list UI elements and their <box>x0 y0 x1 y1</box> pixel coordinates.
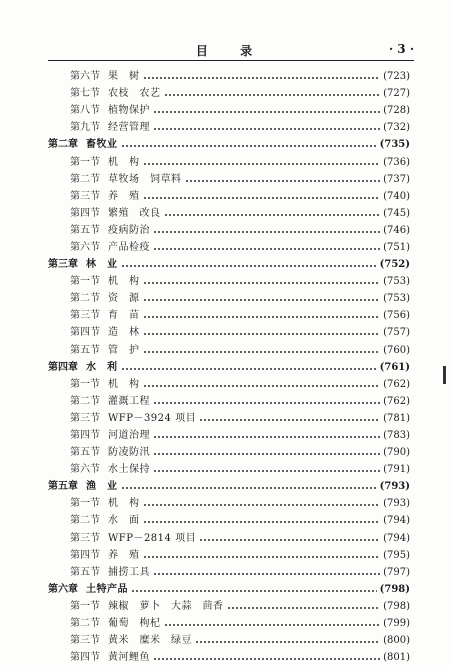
toc-entry-number: 第九节 <box>70 122 100 134</box>
toc-entry-page: (783) <box>383 430 410 442</box>
toc-entry-page: (753) <box>383 276 410 288</box>
toc-entry-title: 养 殖 <box>108 190 140 202</box>
toc-entry-title: 防凌防汛 <box>108 447 150 459</box>
toc-entry-number: 第三节 <box>70 532 100 544</box>
toc-entry-page: (798) <box>379 583 410 595</box>
toc-entry-number: 第六章 <box>48 583 78 595</box>
toc-entry-number: 第五节 <box>70 566 100 578</box>
toc-section-row <box>48 461 410 478</box>
toc-section-row <box>48 512 410 529</box>
toc-entry-title: 土特产品 <box>86 583 128 595</box>
toc-section-row <box>48 564 410 581</box>
toc-entry-page: (761) <box>379 361 410 373</box>
toc-entry-title: 养 殖 <box>108 549 140 561</box>
toc-leader-dots <box>143 196 381 200</box>
toc-chapter-row <box>48 581 410 598</box>
toc-entry-page: (728) <box>383 105 410 117</box>
toc-entry-title: 捕捞工具 <box>108 566 150 578</box>
toc-leader-dots <box>143 520 381 524</box>
header-rule <box>48 60 414 61</box>
toc-entry-title: 造 林 <box>108 327 140 339</box>
toc-entry-number: 第六节 <box>70 71 100 83</box>
toc-entry-page: (793) <box>383 498 410 510</box>
toc-entry-title: 植物保护 <box>108 105 150 117</box>
toc-leader-dots <box>143 298 381 302</box>
toc-section-row <box>48 290 410 307</box>
toc-entry-number: 第五节 <box>70 447 100 459</box>
toc-section-row <box>48 68 410 85</box>
toc-entry-number: 第五节 <box>70 224 100 236</box>
toc-entry-number: 第二节 <box>70 173 100 185</box>
toc-entry-number: 第四节 <box>70 207 100 219</box>
toc-entry-number: 第一节 <box>70 276 100 288</box>
toc-entry-title: 繁殖 改良 <box>108 207 161 219</box>
toc-section-row <box>48 393 410 410</box>
toc-entry-title: 管 护 <box>108 344 140 356</box>
toc-leader-dots <box>199 538 380 542</box>
toc-leader-dots <box>153 247 380 251</box>
toc-entry-number: 第六节 <box>70 241 100 253</box>
page-number: · 3 · <box>388 42 414 56</box>
toc-chapter-row <box>48 136 410 153</box>
toc-entry-page: (762) <box>383 395 410 407</box>
toc-section-row <box>48 188 410 205</box>
toc-entry-title: 育 苗 <box>108 310 140 322</box>
toc-leader-dots <box>153 657 380 661</box>
toc-entry-number: 第六节 <box>70 464 100 476</box>
toc-entry-number: 第二节 <box>70 395 100 407</box>
toc-entry-number: 第四节 <box>70 652 100 664</box>
toc-leader-dots <box>121 264 377 268</box>
toc-leader-dots <box>199 418 380 422</box>
toc-entry-number: 第一节 <box>70 378 100 390</box>
toc-entry-page: (736) <box>383 156 410 168</box>
toc-section-row <box>48 273 410 290</box>
toc-entry-title: 机 构 <box>108 498 140 510</box>
toc-entry-title: 果 树 <box>108 71 140 83</box>
toc-section-row <box>48 222 410 239</box>
toc-leader-dots <box>164 213 381 217</box>
scan-edge-mark <box>443 366 446 384</box>
toc-entry-page: (781) <box>383 412 410 424</box>
toc-leader-dots <box>143 332 381 336</box>
toc-entry-title: 经营管理 <box>108 122 150 134</box>
toc-entry-page: (801) <box>383 652 410 664</box>
toc-section-row <box>48 119 410 136</box>
toc-leader-dots <box>143 162 381 166</box>
toc-entry-page: (745) <box>383 207 410 219</box>
toc-entry-page: (760) <box>383 344 410 356</box>
toc-entry-number: 第三章 <box>48 259 78 271</box>
toc-leader-dots <box>227 606 381 610</box>
toc-entry-title: 机 构 <box>108 378 140 390</box>
toc-leader-dots <box>143 76 381 80</box>
toc-section-row <box>48 530 410 547</box>
toc-entry-page: (791) <box>383 464 410 476</box>
toc-leader-dots <box>121 486 377 490</box>
toc-leader-dots <box>153 435 380 439</box>
toc-entry-title: 辣椒 萝卜 大蒜 茴香 <box>108 600 224 612</box>
toc-entry-title: 产品检疫 <box>108 241 150 253</box>
toc-section-row <box>48 307 410 324</box>
toc-entry-title: 水 面 <box>108 515 140 527</box>
toc-entry-title: 林 业 <box>86 259 118 271</box>
toc-section-row <box>48 547 410 564</box>
toc-entry-number: 第三节 <box>70 310 100 322</box>
toc-section-row <box>48 444 410 461</box>
toc-section-row <box>48 324 410 341</box>
toc-entry-page: (757) <box>383 327 410 339</box>
toc-entry-title: 水土保持 <box>108 464 150 476</box>
toc-entry-title: 水 利 <box>86 361 118 373</box>
toc-leader-dots <box>121 367 377 371</box>
toc-entry-number: 第三节 <box>70 412 100 424</box>
toc-entry-page: (793) <box>379 481 410 493</box>
toc-entry-title: 河道治理 <box>108 430 150 442</box>
toc-entry-title: 黄米 糜米 绿豆 <box>108 635 192 647</box>
toc-entry-number: 第二节 <box>70 293 100 305</box>
toc-entry-title: 畜牧业 <box>86 139 118 151</box>
toc-leader-dots <box>153 452 380 456</box>
toc-leader-dots <box>185 179 381 183</box>
toc-entry-title: 灌溉工程 <box>108 395 150 407</box>
toc-entry-title: 黄河鲤鱼 <box>108 652 150 664</box>
toc-leader-dots <box>143 384 381 388</box>
toc-entry-number: 第一节 <box>70 600 100 612</box>
toc-entry-number: 第八节 <box>70 105 100 117</box>
toc-leader-dots <box>153 572 380 576</box>
toc-leader-dots <box>164 93 381 97</box>
toc-leader-dots <box>153 110 380 114</box>
toc-entry-number: 第四节 <box>70 430 100 442</box>
toc-section-row <box>48 342 410 359</box>
toc-leader-dots <box>195 640 380 644</box>
toc-entry-title: 疫病防治 <box>108 224 150 236</box>
toc-section-row <box>48 649 410 666</box>
toc-leader-dots <box>143 350 381 354</box>
toc-section-row <box>48 410 410 427</box>
toc-entry-page: (752) <box>379 259 410 271</box>
toc-leader-dots <box>164 623 381 627</box>
toc-entry-title: WFP－2814 项目 <box>108 532 197 544</box>
toc-leader-dots <box>121 144 377 148</box>
toc-entry-number: 第五节 <box>70 344 100 356</box>
toc-leader-dots <box>131 589 377 593</box>
toc-section-row <box>48 598 410 615</box>
toc-chapter-row <box>48 478 410 495</box>
toc-entry-page: (790) <box>383 447 410 459</box>
toc-chapter-row <box>48 256 410 273</box>
toc-leader-dots <box>143 315 381 319</box>
toc-leader-dots <box>143 503 381 507</box>
table-of-contents <box>48 68 410 666</box>
toc-entry-page: (737) <box>383 173 410 185</box>
toc-entry-number: 第一节 <box>70 498 100 510</box>
toc-leader-dots <box>153 127 380 131</box>
toc-entry-number: 第三节 <box>70 190 100 202</box>
toc-entry-page: (794) <box>383 515 410 527</box>
toc-entry-page: (723) <box>383 71 410 83</box>
toc-section-row <box>48 171 410 188</box>
toc-entry-page: (799) <box>383 618 410 630</box>
toc-entry-page: (727) <box>383 88 410 100</box>
toc-entry-page: (751) <box>383 241 410 253</box>
toc-entry-title: 机 构 <box>108 156 140 168</box>
toc-entry-number: 第三节 <box>70 635 100 647</box>
toc-section-row <box>48 102 410 119</box>
toc-entry-number: 第五章 <box>48 481 78 493</box>
toc-section-row <box>48 495 410 512</box>
toc-entry-title: 农枝 农艺 <box>108 88 161 100</box>
toc-leader-dots <box>153 469 380 473</box>
toc-entry-number: 第二章 <box>48 139 78 151</box>
toc-entry-page: (735) <box>379 139 410 151</box>
toc-leader-dots <box>143 281 381 285</box>
toc-entry-number: 第二节 <box>70 515 100 527</box>
toc-section-row <box>48 85 410 102</box>
toc-entry-page: (762) <box>383 378 410 390</box>
toc-entry-page: (732) <box>383 122 410 134</box>
toc-section-row <box>48 427 410 444</box>
toc-entry-page: (753) <box>383 293 410 305</box>
toc-entry-page: (798) <box>383 600 410 612</box>
toc-section-row <box>48 376 410 393</box>
toc-entry-title: 草牧场 饲草料 <box>108 173 182 185</box>
toc-section-row <box>48 205 410 222</box>
toc-entry-page: (746) <box>383 224 410 236</box>
toc-leader-dots <box>143 555 381 559</box>
toc-entry-title: WFP－3924 项目 <box>108 412 197 424</box>
toc-entry-title: 渔 业 <box>86 481 118 493</box>
toc-section-row <box>48 632 410 649</box>
toc-entry-page: (795) <box>383 549 410 561</box>
toc-entry-number: 第二节 <box>70 618 100 630</box>
toc-entry-title: 机 构 <box>108 276 140 288</box>
toc-entry-page: (740) <box>383 190 410 202</box>
toc-section-row <box>48 239 410 256</box>
toc-entry-number: 第四节 <box>70 549 100 561</box>
toc-leader-dots <box>153 401 380 405</box>
toc-chapter-row <box>48 359 410 376</box>
toc-entry-page: (794) <box>383 532 410 544</box>
toc-entry-number: 第七节 <box>70 88 100 100</box>
toc-entry-page: (797) <box>383 566 410 578</box>
toc-section-row <box>48 615 410 632</box>
toc-entry-page: (800) <box>383 635 410 647</box>
page-title: 目 录 <box>195 44 267 58</box>
page-header <box>48 40 414 60</box>
toc-section-row <box>48 153 410 170</box>
toc-entry-title: 资 源 <box>108 293 140 305</box>
toc-entry-title: 葡萄 枸杞 <box>108 618 161 630</box>
toc-entry-page: (756) <box>383 310 410 322</box>
toc-entry-number: 第一节 <box>70 156 100 168</box>
toc-entry-number: 第四节 <box>70 327 100 339</box>
toc-leader-dots <box>153 230 380 234</box>
toc-entry-number: 第四章 <box>48 361 78 373</box>
